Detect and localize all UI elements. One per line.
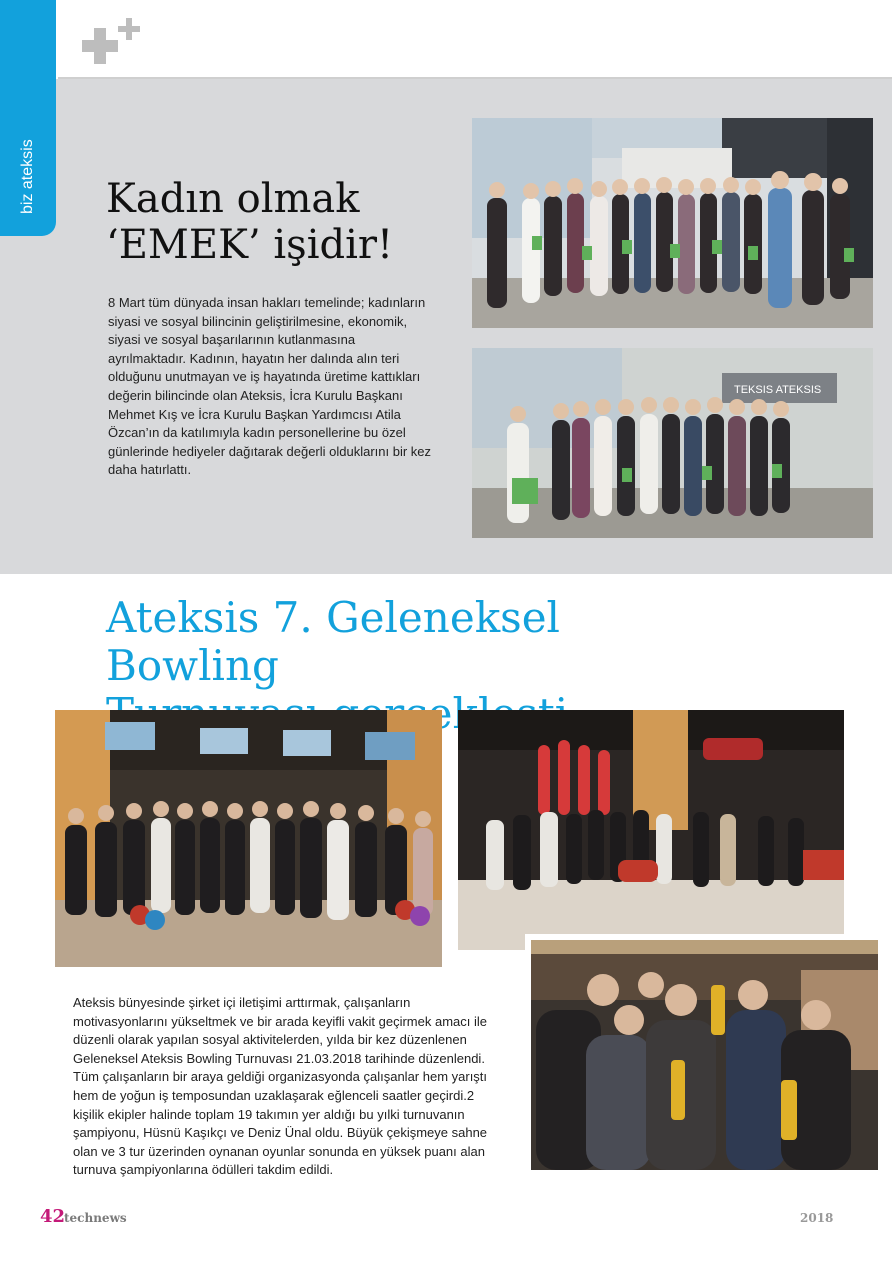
- bowling-champions-photo: [525, 934, 884, 1176]
- women-title-line2: ‘EMEK’ işidir!: [106, 222, 394, 268]
- women-group-photo-1: [472, 118, 873, 328]
- plus-logo-icon: [80, 18, 144, 70]
- women-group-photo-2: [472, 348, 873, 538]
- ateksis-sign: TEKSIS ATEKSIS: [734, 384, 822, 396]
- page-number: 42: [40, 1206, 66, 1227]
- bowling-hall-photo: [458, 710, 844, 950]
- issue-year: 2018: [800, 1211, 834, 1225]
- magazine-brand: technews: [64, 1211, 127, 1225]
- section-label: biz ateksis: [19, 139, 36, 214]
- bowling-title-line1: Ateksis 7. Geleneksel Bowling: [106, 593, 560, 690]
- bowling-title-line2: gerçekleşti: [332, 689, 569, 738]
- section-side-tab: [0, 0, 56, 236]
- bowling-article-body: Ateksis bünyesinde şirket içi iletişimi arttırmak, çalışanların motivasyonlarını yükseltmek ve bir arada keyifli vakit geçirmek amacı ile düzenli olarak yapılan sosyal aktivitelerden, yılda bir kez düzenlenen Geleneksel Ateksis Bowling Turnuvası 21.03.2018 tarihinde düzenlendi. Tüm çalışanların bir araya geldiği organizasyonda çalışanlar hem yarıştı hem de yoğun iş temposundan uzaklaşarak eğlenceli saatler geçirdi.2 kişilik ekipler halinde toplam 19 takımın yer aldığı bu yılki turnuvanın şampiyonu, Hüsnü Kaşıkçı ve Deniz Ünal oldu. Büyük çekişmeye sahne olan ve 3 tur üzerinden oynanan oyunlar sonunda en yüksek puanı alan turnuva şampiyonlarına ödülleri takdim edildi.: [73, 995, 488, 1178]
- women-article-title: [106, 176, 466, 268]
- women-article-body: 8 Mart tüm dünyada insan hakları temelinde; kadınların siyasi ve sosyal bilincinin geliştirilmesine, ekonomik, siyasi ve sosyal başarılarının kutlanmasına ayrılmaktadır. Kadının, hayatın her dalında alın teri olduğunu unutmayan ve iş hayatında üretime kattıkları değerin bilincinde olan Ateksis, İcra Kurulu Başkanı Mehmet Kış ve İcra Kurulu Başkan Yardımcısı Atila Özcan’ın da katılımıyla kadın personellerine bu özel günlerinde hediyeler dağıtarak değerli olduklarını bir kez daha hatırlattı.: [108, 295, 432, 478]
- bowling-group-photo: [55, 710, 442, 967]
- women-title-line1: Kadın olmak: [106, 176, 360, 222]
